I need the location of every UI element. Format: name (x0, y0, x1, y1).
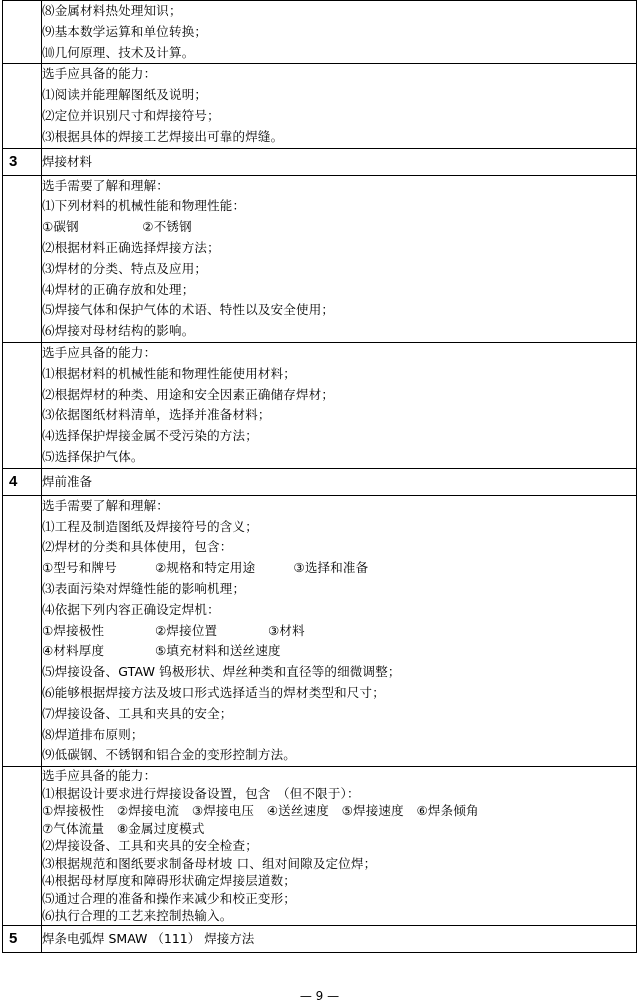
content-line: ⑽几何原理、技术及计算。 (42, 44, 195, 60)
content-line: ⑵定位并识别尺寸和焊接符号； (42, 107, 220, 123)
content-line: ⑸选择保护气体。 (42, 448, 144, 464)
content-line: ⑶依据图纸材料清单，选择并准备材料； (42, 407, 271, 423)
content-line: ⑹焊接对母材结构的影响。 (42, 323, 195, 339)
content-line: ⑹执行合理的工艺来控制热输入。 (42, 908, 233, 924)
content-line: ①型号和牌号 ②规格和特定用途 ③选择和准备 (42, 560, 369, 576)
page-number: — 9 — (299, 989, 340, 1003)
content-line: ①焊接极性 ②焊接位置 ③材料 (42, 622, 305, 638)
content-cell (42, 495, 637, 766)
content-row (3, 342, 637, 468)
content-row (3, 64, 637, 148)
content-line: ⑷依据下列内容正确设定焊机： (42, 601, 220, 617)
section-number: 4 (9, 472, 18, 490)
section-header-row (3, 925, 637, 952)
content-cell (42, 64, 637, 148)
content-line: ⑼低碳钢、不锈钢和铝合金的变形控制方法。 (42, 747, 297, 763)
content-line: ⑻焊道排布原则； (42, 726, 144, 742)
content-line: ①焊接极性 ②焊接电流 ③焊接电压 ④送丝速度 ⑤焊接速度 ⑥焊条倾角 (42, 803, 479, 819)
content-line: ⑴阅读并能理解图纸及说明； (42, 87, 208, 103)
section-number: 3 (9, 152, 18, 170)
content-line: ⑶表面污染对焊缝性能的影响机理； (42, 580, 246, 596)
section-number: 5 (9, 929, 18, 947)
content-row (3, 767, 637, 926)
content-cell (42, 342, 637, 468)
content-cell (42, 1, 637, 64)
content-line: ⑹能够根据焊接方法及坡口形式选择适当的焊材类型和尺寸； (42, 684, 385, 700)
content-line: ⑵焊接设备、工具和夹具的安全检查； (42, 838, 258, 854)
section-title-cell (42, 468, 637, 495)
section-number-cell (3, 495, 42, 766)
section-number-cell (3, 175, 42, 342)
content-line: ⑵焊材的分类和具体使用，包含： (42, 539, 233, 555)
content-line: ⑷焊材的正确存放和处理； (42, 281, 195, 297)
section-number-cell (3, 64, 42, 148)
section-title-cell (42, 148, 637, 175)
content-line: ⑴下列材料的机械性能和物理性能： (42, 198, 246, 214)
content-line: ⑵根据材料正确选择焊接方法； (42, 239, 220, 255)
content-line: ⑴根据设计要求进行焊接设备设置，包含 （但不限于）： (42, 785, 360, 801)
content-line: ⑴根据材料的机械性能和物理性能使用材料； (42, 365, 297, 381)
content-line: ⑶焊材的分类、特点及应用； (42, 260, 208, 276)
section-number-cell (3, 342, 42, 468)
content-line: 选手应具备的能力： (42, 66, 157, 82)
content-line: ⑺焊接设备、工具和夹具的安全； (42, 705, 233, 721)
content-line: 选手需要了解和理解： (42, 177, 170, 193)
section-header-row (3, 148, 637, 175)
content-line: 选手应具备的能力： (42, 768, 157, 784)
section-number-cell (3, 767, 42, 926)
section-number-cell (3, 1, 42, 64)
content-line: ⑸通过合理的准备和操作来减少和校正变形； (42, 890, 297, 906)
content-line: ⑼基本数学运算和单位转换； (42, 23, 208, 39)
content-line: ④材料厚度 ⑤填充材料和送丝速度 (42, 643, 281, 659)
section-number-cell (3, 925, 42, 952)
content-line: ⑷选择保护焊接金属不受污染的方法； (42, 428, 258, 444)
section-number-cell (3, 148, 42, 175)
content-table-body (3, 1, 637, 953)
content-line: ⑸焊接气体和保护气体的术语、特性以及安全使用； (42, 302, 335, 318)
content-line: ⑶根据规范和图纸要求制备母材坡 口、组对间隙及定位焊； (42, 855, 377, 871)
section-title-cell (42, 925, 637, 952)
content-line: ⑷根据母材厚度和障碍形状确定焊接层道数； (42, 873, 297, 889)
content-line: ⑵根据焊材的种类、用途和安全因素正确储存焊材； (42, 386, 335, 402)
content-table (2, 0, 637, 953)
section-header-row (3, 468, 637, 495)
content-line: ①碳钢 ②不锈钢 (42, 219, 192, 235)
content-line: ⑦气体流量 ⑧金属过度模式 (42, 820, 205, 836)
content-row (3, 1, 637, 64)
content-row (3, 495, 637, 766)
content-row (3, 175, 637, 342)
content-line: ⑶根据具体的焊接工艺焊接出可靠的焊缝。 (42, 128, 284, 144)
content-line: ⑻金属材料热处理知识； (42, 3, 182, 18)
content-line: 选手应具备的能力： (42, 344, 157, 360)
content-line: 选手需要了解和理解： (42, 497, 170, 513)
section-title: 焊条电弧焊 SMAW （111） 焊接方法 (42, 930, 255, 946)
section-title: 焊前准备 (42, 473, 93, 489)
content-cell (42, 175, 637, 342)
section-number-cell (3, 468, 42, 495)
section-title: 焊接材料 (42, 153, 93, 169)
content-line: ⑴工程及制造图纸及焊接符号的含义； (42, 518, 258, 534)
content-line: ⑸焊接设备、GTAW 钨极形状、焊丝种类和直径等的细微调整； (42, 664, 401, 680)
content-cell (42, 767, 637, 926)
